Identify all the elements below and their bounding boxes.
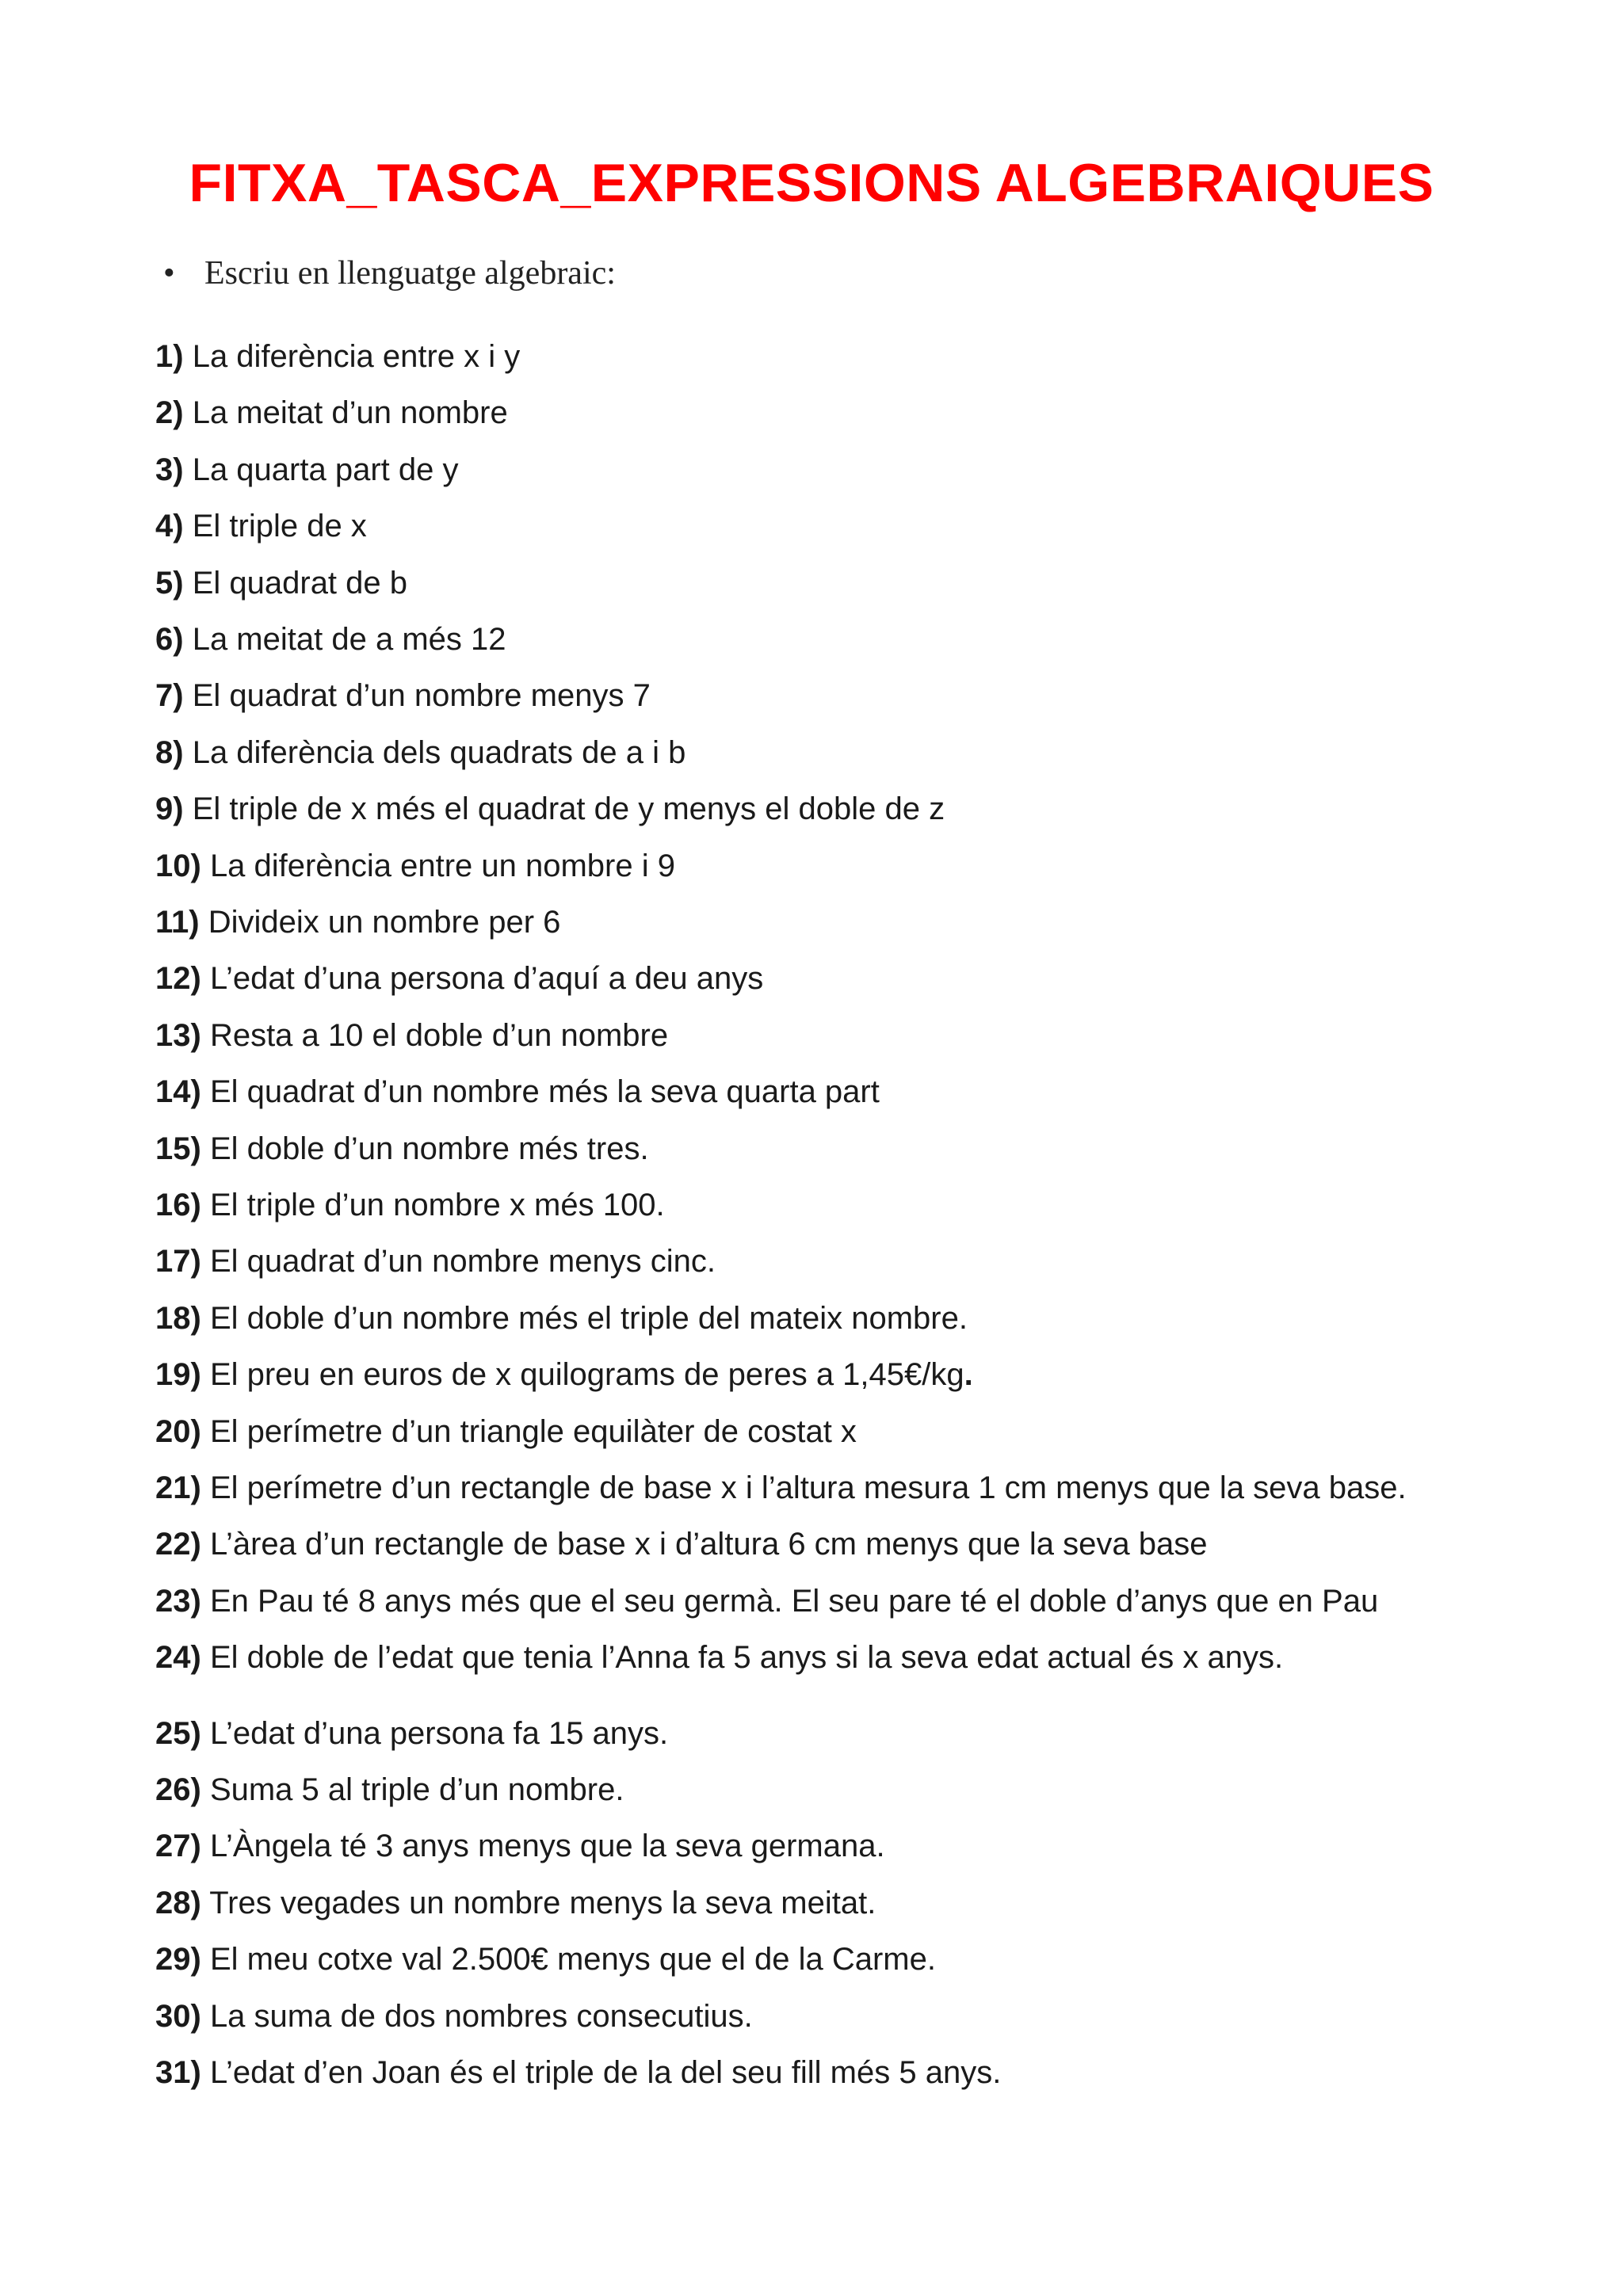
exercise-number: 27)	[155, 1829, 201, 1863]
exercise-item	[155, 1996, 753, 2037]
exercise-number: 17)	[155, 1244, 201, 1279]
exercise-number: 11)	[155, 905, 200, 940]
exercise-text: La diferència entre un nombre i 9	[209, 849, 675, 883]
exercise-number: 4)	[155, 509, 184, 543]
exercise-number: 7)	[155, 678, 184, 713]
exercise-text: Suma 5 al triple d’un nombre.	[209, 1772, 624, 1807]
exercise-number: 24)	[155, 1640, 201, 1675]
exercise-text: La meitat d’un nombre	[192, 395, 508, 430]
exercise-text: El preu en euros de x quilograms de peres a 1,45€/kg	[209, 1357, 964, 1392]
page-title: FITXA_TASCA_EXPRESSIONS ALGEBRAIQUES	[189, 153, 1434, 213]
exercise-text: La diferència entre x i y	[192, 339, 521, 374]
exercise-item	[155, 732, 685, 773]
exercise-number: 9)	[155, 791, 184, 826]
exercise-item	[155, 1467, 1407, 1508]
exercise-item	[155, 1071, 880, 1112]
exercise-item	[155, 788, 945, 830]
exercise-text: L’edat d’una persona fa 15 anys.	[209, 1716, 669, 1751]
exercise-text: El perímetre d’un triangle equilàter de costat x	[209, 1414, 857, 1449]
exercise-number: 16)	[155, 1188, 201, 1222]
exercise-trailing-punctuation: .	[964, 1357, 973, 1392]
exercise-item	[155, 619, 506, 660]
exercise-number: 13)	[155, 1018, 201, 1053]
exercise-text: L’edat d’en Joan és el triple de la del seu fill més 5 anys.	[209, 2055, 1002, 2090]
exercise-text: El triple d’un nombre x més 100.	[209, 1188, 665, 1222]
exercise-text: El doble d’un nombre més el triple del mateix nombre.	[209, 1301, 968, 1336]
exercise-text: El quadrat d’un nombre menys 7	[192, 678, 651, 713]
exercise-number: 10)	[155, 849, 201, 883]
exercise-item	[155, 1882, 876, 1924]
exercise-number: 14)	[155, 1074, 201, 1109]
exercise-number: 30)	[155, 1999, 201, 2034]
bullet-icon: •	[163, 255, 175, 292]
exercise-item	[155, 563, 407, 604]
exercise-item	[155, 1637, 1283, 1678]
exercise-number: 3)	[155, 452, 184, 487]
exercise-number: 23)	[155, 1584, 201, 1619]
exercise-item	[155, 1769, 624, 1810]
exercise-item	[155, 1411, 857, 1452]
exercise-item	[155, 1581, 1378, 1622]
exercise-item	[155, 1939, 936, 1980]
exercise-text: La diferència dels quadrats de a i b	[192, 735, 686, 770]
exercise-item	[155, 1128, 649, 1169]
exercise-text: El perímetre d’un rectangle de base x i l’altura mesura 1 cm menys que la seva base.	[209, 1470, 1407, 1505]
exercise-number: 22)	[155, 1527, 201, 1562]
exercise-item	[155, 336, 520, 377]
exercise-text: Divideix un nombre per 6	[208, 905, 561, 940]
exercise-number: 26)	[155, 1772, 201, 1807]
exercise-text: En Pau té 8 anys més que el seu germà. El seu pare té el doble d’anys que en Pau	[209, 1584, 1379, 1619]
exercise-item	[155, 1825, 885, 1867]
exercise-item	[155, 1354, 973, 1395]
exercise-number: 8)	[155, 735, 184, 770]
exercise-number: 25)	[155, 1716, 201, 1751]
exercise-item	[155, 1298, 968, 1339]
exercise-item	[155, 449, 458, 490]
exercise-number: 12)	[155, 961, 201, 996]
exercise-item	[155, 1184, 665, 1226]
exercise-text: El triple de x	[192, 509, 367, 543]
exercise-number: 2)	[155, 395, 184, 430]
exercise-text: El quadrat d’un nombre més la seva quarta part	[209, 1074, 880, 1109]
exercise-text: El quadrat d’un nombre menys cinc.	[209, 1244, 716, 1279]
exercise-text: L’àrea d’un rectangle de base x i d’altura 6 cm menys que la seva base	[209, 1527, 1208, 1562]
exercise-text: La meitat de a més 12	[192, 622, 506, 657]
exercise-item	[155, 2052, 1001, 2093]
exercise-number: 5)	[155, 566, 184, 601]
exercise-text: La quarta part de y	[192, 452, 459, 487]
exercise-item	[155, 958, 763, 999]
exercise-text: La suma de dos nombres consecutius.	[209, 1999, 753, 2034]
exercise-item	[155, 1241, 716, 1282]
exercise-item	[155, 1524, 1207, 1565]
instruction-text: Escriu en llenguatge algebraic:	[204, 255, 616, 292]
exercise-number: 6)	[155, 622, 184, 657]
exercise-text: Resta a 10 el doble d’un nombre	[209, 1018, 669, 1053]
exercise-item	[155, 902, 560, 943]
exercise-item	[155, 1713, 668, 1754]
exercise-text: El doble d’un nombre més tres.	[209, 1131, 649, 1166]
exercise-number: 29)	[155, 1942, 201, 1977]
exercise-item	[155, 392, 508, 433]
exercise-number: 15)	[155, 1131, 201, 1166]
exercise-item	[155, 675, 651, 716]
exercise-text: Tres vegades un nombre menys la seva meitat.	[209, 1886, 876, 1920]
exercise-number: 21)	[155, 1470, 201, 1505]
exercise-number: 18)	[155, 1301, 201, 1336]
exercise-number: 1)	[155, 339, 184, 374]
exercise-number: 20)	[155, 1414, 201, 1449]
exercise-number: 28)	[155, 1886, 201, 1920]
exercise-number: 31)	[155, 2055, 201, 2090]
exercise-item	[155, 505, 367, 547]
exercise-text: L’Àngela té 3 anys menys que la seva germana.	[209, 1829, 885, 1863]
exercise-item	[155, 845, 675, 887]
exercise-number: 19)	[155, 1357, 201, 1392]
exercise-text: El quadrat de b	[192, 566, 408, 601]
instruction	[163, 252, 616, 295]
exercise-text: El triple de x més el quadrat de y menys el doble de z	[192, 791, 945, 826]
exercise-text: El doble de l’edat que tenia l’Anna fa 5 anys si la seva edat actual és x anys.	[209, 1640, 1284, 1675]
exercise-text: El meu cotxe val 2.500€ menys que el de la Carme.	[209, 1942, 936, 1977]
exercise-item	[155, 1015, 668, 1056]
exercise-text: L’edat d’una persona d’aquí a deu anys	[209, 961, 764, 996]
